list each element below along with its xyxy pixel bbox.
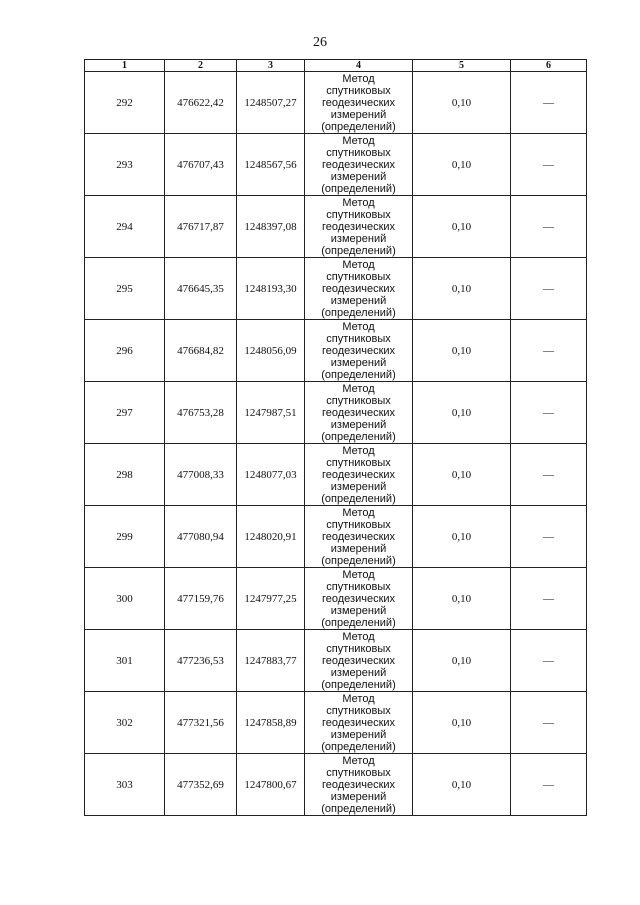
method-line: геодезических — [321, 220, 396, 233]
method-line: спутниковых — [326, 208, 391, 221]
column-header: 1 — [85, 60, 165, 72]
point-number-cell: 300 — [85, 568, 165, 630]
method-line: (определений) — [321, 492, 396, 505]
x-coordinate-cell: 476717,87 — [165, 196, 237, 258]
method-line: (определений) — [321, 244, 396, 257]
x-coordinate-cell: 477352,69 — [165, 754, 237, 816]
y-coordinate-cell: 1248020,91 — [237, 506, 305, 568]
accuracy-cell: 0,10 — [413, 692, 511, 754]
x-coordinate-cell: 477080,94 — [165, 506, 237, 568]
table-row — [85, 72, 587, 134]
method-line: спутниковых — [326, 766, 391, 779]
note-cell: — — [511, 444, 587, 506]
method-line: спутниковых — [326, 332, 391, 345]
table-row — [85, 692, 587, 754]
method-line: геодезических — [321, 96, 396, 109]
table-row — [85, 196, 587, 258]
y-coordinate-cell: 1248507,27 — [237, 72, 305, 134]
method-line: геодезических — [321, 716, 396, 729]
method-line: геодезических — [321, 468, 396, 481]
table-row — [85, 320, 587, 382]
y-coordinate-cell: 1247800,67 — [237, 754, 305, 816]
note-cell: — — [511, 258, 587, 320]
method-line: (определений) — [321, 554, 396, 567]
method-line: измерений — [330, 232, 387, 245]
column-header: 5 — [413, 60, 511, 72]
method-line: спутниковых — [326, 642, 391, 655]
note-cell: — — [511, 134, 587, 196]
point-number-cell: 301 — [85, 630, 165, 692]
y-coordinate-cell: 1247858,89 — [237, 692, 305, 754]
method-cell — [305, 444, 413, 506]
method-line: спутниковых — [326, 270, 391, 283]
accuracy-cell: 0,10 — [413, 754, 511, 816]
method-line: измерений — [330, 542, 387, 555]
method-cell — [305, 568, 413, 630]
accuracy-cell: 0,10 — [413, 444, 511, 506]
table-row — [85, 444, 587, 506]
point-number-cell: 295 — [85, 258, 165, 320]
x-coordinate-cell: 476645,35 — [165, 258, 237, 320]
table-row — [85, 382, 587, 444]
note-cell: — — [511, 382, 587, 444]
table-row — [85, 568, 587, 630]
method-line: спутниковых — [326, 146, 391, 159]
method-cell — [305, 692, 413, 754]
point-number-cell: 302 — [85, 692, 165, 754]
point-number-cell: 293 — [85, 134, 165, 196]
method-line: спутниковых — [326, 704, 391, 717]
method-line: спутниковых — [326, 394, 391, 407]
method-line: (определений) — [321, 430, 396, 443]
method-line: измерений — [330, 666, 387, 679]
method-line: измерений — [330, 108, 387, 121]
method-line: Метод — [342, 506, 375, 519]
method-line: (определений) — [321, 616, 396, 629]
method-line: (определений) — [321, 120, 396, 133]
method-line: измерений — [330, 356, 387, 369]
method-cell — [305, 196, 413, 258]
method-cell — [305, 382, 413, 444]
x-coordinate-cell: 476753,28 — [165, 382, 237, 444]
method-line: геодезических — [321, 654, 396, 667]
note-cell: — — [511, 320, 587, 382]
method-cell — [305, 630, 413, 692]
note-cell: — — [511, 196, 587, 258]
method-line: Метод — [342, 630, 375, 643]
accuracy-cell: 0,10 — [413, 382, 511, 444]
method-cell — [305, 72, 413, 134]
method-cell — [305, 320, 413, 382]
accuracy-cell: 0,10 — [413, 134, 511, 196]
method-line: (определений) — [321, 802, 396, 815]
point-number-cell: 298 — [85, 444, 165, 506]
method-line: спутниковых — [326, 84, 391, 97]
header-row — [85, 60, 587, 72]
accuracy-cell: 0,10 — [413, 568, 511, 630]
method-cell — [305, 506, 413, 568]
method-line: измерений — [330, 480, 387, 493]
note-cell: — — [511, 630, 587, 692]
accuracy-cell: 0,10 — [413, 630, 511, 692]
method-line: (определений) — [321, 740, 396, 753]
method-line: Метод — [342, 692, 375, 705]
point-number-cell: 292 — [85, 72, 165, 134]
point-number-cell: 296 — [85, 320, 165, 382]
method-line: Метод — [342, 72, 375, 85]
column-header: 4 — [305, 60, 413, 72]
accuracy-cell: 0,10 — [413, 196, 511, 258]
table-row — [85, 754, 587, 816]
x-coordinate-cell: 477159,76 — [165, 568, 237, 630]
method-line: геодезических — [321, 778, 396, 791]
page-number: 26 — [313, 35, 327, 50]
method-line: (определений) — [321, 678, 396, 691]
method-line: (определений) — [321, 182, 396, 195]
method-cell — [305, 754, 413, 816]
method-cell — [305, 134, 413, 196]
method-line: спутниковых — [326, 580, 391, 593]
x-coordinate-cell: 476622,42 — [165, 72, 237, 134]
x-coordinate-cell: 476684,82 — [165, 320, 237, 382]
note-cell: — — [511, 754, 587, 816]
method-line: (определений) — [321, 306, 396, 319]
note-cell: — — [511, 568, 587, 630]
note-cell: — — [511, 692, 587, 754]
point-number-cell: 297 — [85, 382, 165, 444]
accuracy-cell: 0,10 — [413, 506, 511, 568]
method-line: Метод — [342, 258, 375, 271]
method-line: геодезических — [321, 592, 396, 605]
y-coordinate-cell: 1248077,03 — [237, 444, 305, 506]
x-coordinate-cell: 476707,43 — [165, 134, 237, 196]
y-coordinate-cell: 1247883,77 — [237, 630, 305, 692]
column-header: 3 — [237, 60, 305, 72]
point-number-cell: 303 — [85, 754, 165, 816]
table-row — [85, 630, 587, 692]
y-coordinate-cell: 1248397,08 — [237, 196, 305, 258]
table-row — [85, 506, 587, 568]
accuracy-cell: 0,10 — [413, 320, 511, 382]
note-cell: — — [511, 72, 587, 134]
table-row — [85, 258, 587, 320]
method-line: спутниковых — [326, 518, 391, 531]
y-coordinate-cell: 1248056,09 — [237, 320, 305, 382]
method-line: геодезических — [321, 158, 396, 171]
method-cell — [305, 258, 413, 320]
method-line: геодезических — [321, 530, 396, 543]
method-line: Метод — [342, 320, 375, 333]
column-header: 2 — [165, 60, 237, 72]
y-coordinate-cell: 1248193,30 — [237, 258, 305, 320]
point-number-cell: 299 — [85, 506, 165, 568]
coordinates-table — [84, 59, 587, 816]
method-line: Метод — [342, 754, 375, 767]
method-line: геодезических — [321, 344, 396, 357]
method-line: измерений — [330, 790, 387, 803]
y-coordinate-cell: 1247987,51 — [237, 382, 305, 444]
method-line: Метод — [342, 134, 375, 147]
x-coordinate-cell: 477008,33 — [165, 444, 237, 506]
x-coordinate-cell: 477321,56 — [165, 692, 237, 754]
table-body — [85, 72, 587, 816]
table-row — [85, 134, 587, 196]
method-line: Метод — [342, 444, 375, 457]
method-line: измерений — [330, 294, 387, 307]
method-line: геодезических — [321, 406, 396, 419]
method-line: спутниковых — [326, 456, 391, 469]
method-line: измерений — [330, 418, 387, 431]
method-line: Метод — [342, 382, 375, 395]
accuracy-cell: 0,10 — [413, 258, 511, 320]
method-line: (определений) — [321, 368, 396, 381]
method-line: геодезических — [321, 282, 396, 295]
method-line: Метод — [342, 568, 375, 581]
column-header: 6 — [511, 60, 587, 72]
point-number-cell: 294 — [85, 196, 165, 258]
x-coordinate-cell: 477236,53 — [165, 630, 237, 692]
y-coordinate-cell: 1248567,56 — [237, 134, 305, 196]
y-coordinate-cell: 1247977,25 — [237, 568, 305, 630]
method-line: измерений — [330, 170, 387, 183]
accuracy-cell: 0,10 — [413, 72, 511, 134]
method-line: измерений — [330, 728, 387, 741]
method-line: Метод — [342, 196, 375, 209]
method-line: измерений — [330, 604, 387, 617]
note-cell: — — [511, 506, 587, 568]
